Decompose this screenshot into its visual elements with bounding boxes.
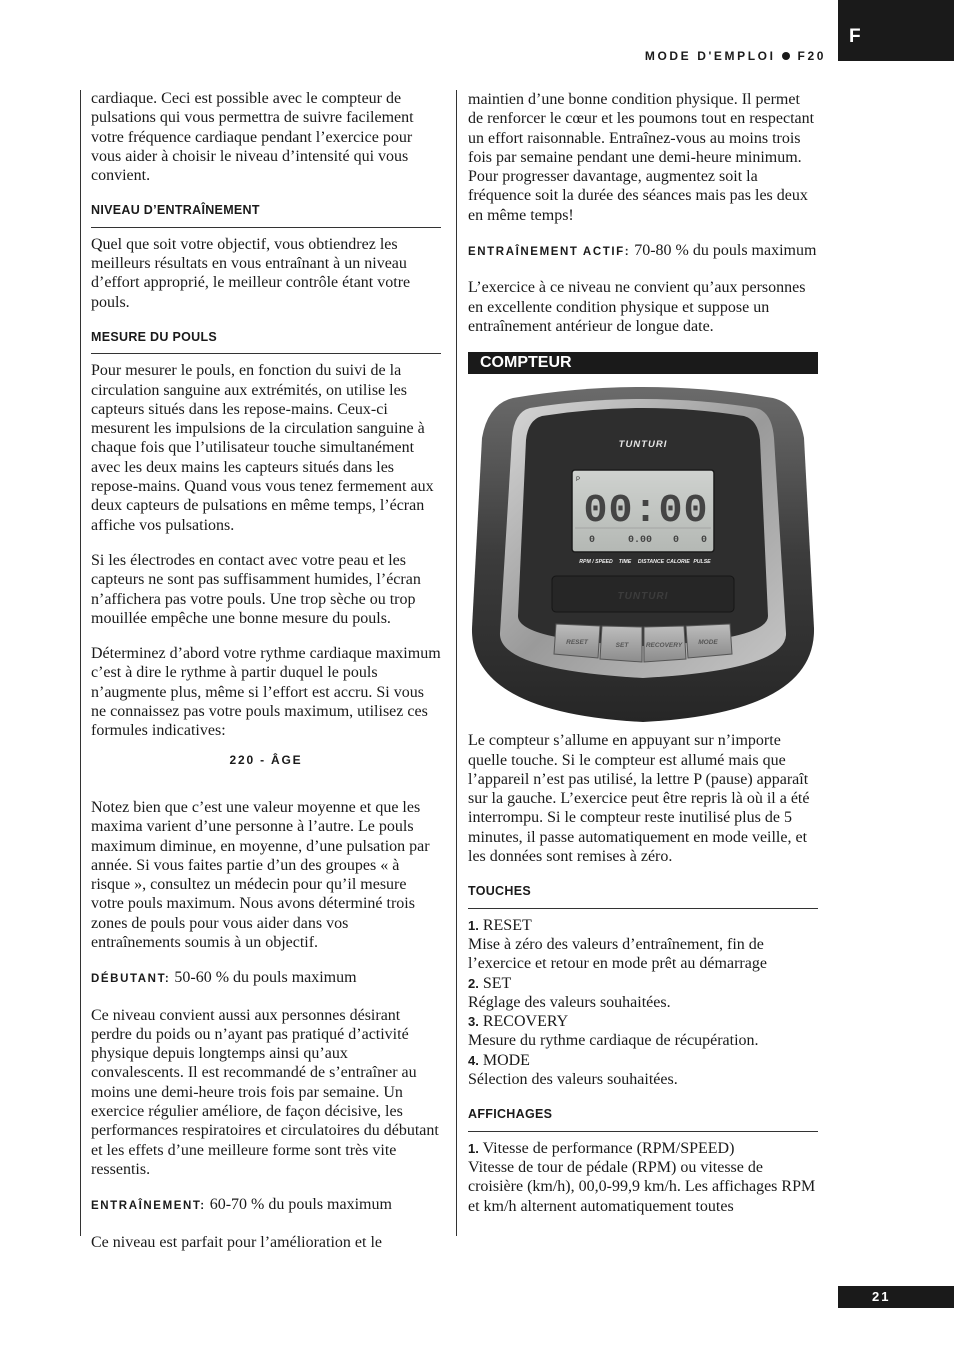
touche-desc: Mesure du rythme cardiaque de récupération. [468, 1032, 759, 1050]
intro-paragraph: cardiaque. Ceci est possible avec le compteur de pulsations qui vous permettra de suivre facilement votre fréquence cardiaque pendant l’exercice pour vous aider à choisir le niveau d’intensité qui vous convient. [91, 90, 414, 185]
manual-title: MODE D'EMPLOI [644, 49, 776, 63]
lcd-pause-indicator: P [576, 477, 581, 484]
touche-desc: Réglage des valeurs souhaitées. [468, 993, 671, 1011]
center-column-rule [456, 90, 457, 1236]
mesure-paragraph-2: Si les électrodes en contact avec votre peau et les capteurs ne sont pas suffisamment humides, l’écran n’affichera pas votre pouls. Une trop sèche ou trop mouillée empêche une bonne mesure du pouls. [91, 551, 421, 627]
mesure-paragraph-4: Notez bien que c’est une valeur moyenne et que les maxima varient d’une personne à l’autre. Le pouls maximum diminue, en moyenne, d’une pulsation par année. Si vous faites partie d’un des groupes « à risque », consultez un médecin pour qu’il mesure votre pouls maximum. Nous avons déterminé trois zones de pouls pour vous aider dans vos entraînements soumis à un objectif. [91, 798, 430, 951]
continuation-paragraph: maintien d’une bonne condition physique. Il permet de renforcer le cœur et les poumons tout en respectant un effort raisonnable. Entraînez-vous au moins trois fois par semaine pendant une demi-heure minimum. Pour progresser davantage, augmentez soit la fréquence soit la durée des séances mais pas les deux en même temps! [468, 91, 815, 224]
touche-name: RECOVERY [482, 1013, 569, 1031]
running-header [645, 49, 826, 63]
debutant-line [91, 968, 441, 989]
mode-button[interactable] [686, 624, 732, 658]
right-column [468, 90, 818, 1216]
touche-item: 4. MODE [468, 1051, 530, 1069]
touche-item: 3. RECOVERY [468, 1013, 569, 1031]
reset-button[interactable] [554, 624, 600, 658]
heading-affichages: AFFICHAGES [468, 1105, 818, 1131]
affichage-title: Vitesse de performance (RPM/SPEED) [482, 1139, 735, 1157]
label-distance: DISTANCE [637, 559, 665, 566]
language-tab [838, 0, 954, 61]
actif-paragraph: L’exercice à ce niveau ne convient qu’aux personnes en excellente condition physique et suppose un entraînement antérieur de longue date. [468, 279, 806, 335]
entrainement-label: ENTRAÎNEMENT: [91, 1200, 206, 1213]
label-time: TIME [618, 559, 632, 566]
console-brand: TUNTURI [618, 439, 668, 451]
touche-desc: Mise à zéro des valeurs d’entraînement, fin de l’exercice et retour en mode prêt au démarrage [468, 935, 767, 973]
actif-label: ENTRAÎNEMENT ACTIF: [468, 246, 631, 259]
lcd-main-digits: 00:00 [583, 489, 709, 535]
set-button[interactable] [600, 626, 642, 662]
entrainement-paragraph: Ce niveau est parfait pour l’amélioration et le [91, 1233, 382, 1251]
console-illustration [468, 378, 818, 723]
page-number: 21 [872, 1289, 891, 1304]
touche-name: SET [482, 974, 512, 992]
label-pulse: PULSE [693, 559, 711, 566]
touche-name: RESET [482, 916, 532, 934]
affichage-desc: Vitesse de tour de pédale (RPM) ou vitesse de croisière (km/h), 00,0-99,9 km/h. Les affichages RPM et km/h alternent automatiquement toutes [468, 1158, 816, 1215]
heading-mesure: MESURE DU POULS [91, 328, 441, 354]
page-number-tab [838, 1286, 954, 1308]
svg-text:SET: SET [615, 642, 629, 650]
svg-text:RESET: RESET [566, 639, 588, 647]
lcd-value-speed: 0 [588, 535, 596, 547]
language-tab-label: F [849, 26, 861, 47]
actif-line [468, 241, 818, 262]
touche-desc: Sélection des valeurs souhaitées. [468, 1071, 678, 1089]
left-column [91, 89, 441, 1268]
heading-niveau: NIVEAU D’ENTRAÎNEMENT [91, 201, 441, 227]
lcd-value-distance: 0.00 [627, 535, 653, 547]
label-rpm-speed: RPM / SPEED [579, 559, 613, 566]
left-column-rule [80, 90, 81, 1236]
mesure-paragraph-3: Déterminez d’abord votre rythme cardiaque maximum c’est à dire le rythme à partir duquel le pouls n’augmente plus, même si l’effort est accru. Si vous ne connaissez pas votre pouls maximum, utilisez ces formules indicatives: [91, 645, 441, 740]
touche-item: 1. RESET [468, 916, 532, 934]
lcd-value-calorie: 0 [672, 535, 680, 547]
mesure-paragraph-1: Pour mesurer le pouls, en fonction du suivi de la circulation sanguine aux extrémités, on utilise les capteurs situés dans les repose-mains. Ceux-ci mesurent les impulsions de la circulation sanguine à chaque fois que l’utilisateur touche simultanément avec les deux mains les capteurs situés dans les repose-mains. Quand vous vous tenez fermement aux deux capteurs de pulsations en même temps, l’écran affiche vos pulsations. [91, 362, 434, 534]
affichage-item: 1. Vitesse de performance (RPM/SPEED) [468, 1139, 735, 1157]
debutant-label: DÉBUTANT: [91, 973, 171, 986]
label-calorie: CALORIE [666, 559, 690, 566]
debutant-paragraph: Ce niveau convient aussi aux personnes désirant perdre du poids ou n’ayant pas pratiqué d’activité physique depuis longtemps ainsi qu’aux convalescents. Il est recommandé de s’entraîner au moins une demi-heure trois fois par semaine. Un exercice régulier améliore, de façon décisive, les performances respiratoires et circulatoires du débutant et les effets d’une meilleure forme sont très vite ressentis. [91, 1006, 439, 1178]
entrainement-range: 60-70 % du pouls maximum [209, 1196, 392, 1214]
console-embossed-brand: TUNTURI [617, 591, 669, 603]
touche-item: 2. SET [468, 974, 512, 992]
recovery-button[interactable] [644, 626, 686, 662]
bullet-dot [782, 52, 790, 60]
debutant-range: 50-60 % du pouls maximum [174, 969, 357, 987]
entrainement-line [91, 1195, 441, 1216]
svg-text:RECOVERY: RECOVERY [645, 642, 683, 650]
niveau-paragraph: Quel que soit votre objectif, vous obtiendrez les meilleurs résultats en vous entraînant à un niveau d’effort approprié, le meilleur contrôle étant votre pouls. [91, 235, 411, 311]
actif-range: 70-80 % du pouls maximum [634, 242, 817, 260]
lcd-value-pulse: 0 [700, 535, 708, 547]
compteur-paragraph: Le compteur s’allume en appuyant sur n’importe quelle touche. Si le compteur est allumé mais que l’appareil n’est pas utilisé, la lettre P (pause) apparaît sur la gauche. L’exercice peut être repris là où il a été interrompu. Si le compteur reste inutilisé plus de 5 minutes, il passe automatiquement en mode veille, et les données sont remises à zéro. [468, 732, 810, 866]
model-name: F20 [797, 49, 826, 63]
heading-touches: TOUCHES [468, 882, 818, 908]
touche-name: MODE [482, 1051, 530, 1069]
svg-text:MODE: MODE [698, 639, 718, 647]
touches-list [468, 916, 818, 1090]
section-compteur: COMPTEUR [468, 352, 818, 374]
max-pulse-formula: 220 - ÂGE [229, 752, 303, 767]
